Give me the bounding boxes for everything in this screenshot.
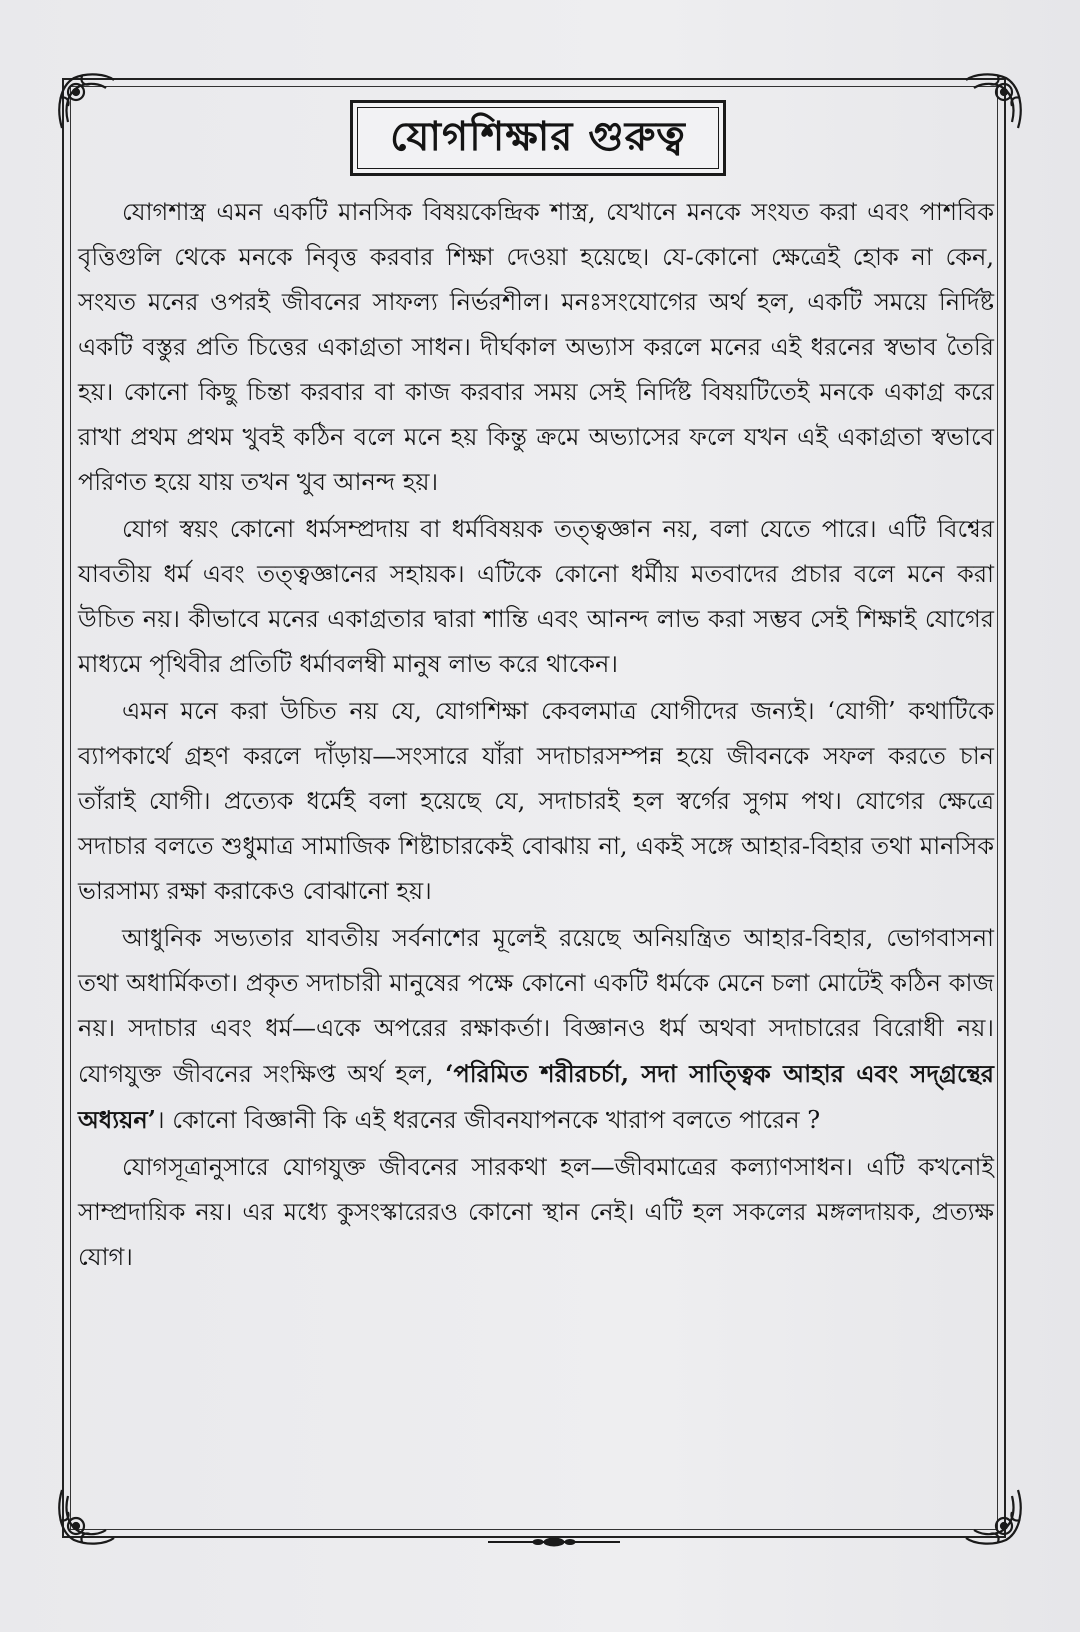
paragraph-2: যোগ স্বয়ং কোনো ধর্মসম্প্রদায় বা ধর্মবিষয়ক তত্ত্বজ্ঞান নয়, বলা যেতে পারে। এটি বিশ্বের যাবতীয় ধর্ম এবং তত্ত্বজ্ঞানের সহায়ক। এটিকে কোনো ধর্মীয় মতবাদের প্রচার বলে মনে করা উচিত নয়। কীভাবে মনের একাগ্রতার দ্বারা শান্তি এবং আনন্দ লাভ করা সম্ভব সেই শিক্ষাই যোগের মাধ্যমে পৃথিবীর প্রতিটি ধর্মাবলম্বী মানুষ লাভ করে থাকেন। bbox=[78, 515, 994, 678]
paragraph-1: যোগশাস্ত্র এমন একটি মানসিক বিষয়কেন্দ্রিক শাস্ত্র, যেখানে মনকে সংযত করা এবং পাশবিক বৃত্তিগুলি থেকে মনকে নিবৃত্ত করবার শিক্ষা দেওয়া হয়েছে। যে-কোনো ক্ষেত্রেই হোক না কেন, সংযত মনের ওপরই জীবনের সাফল্য নির্ভরশীল। মনঃসংযোগের অর্থ হল, একটি সময়ে নির্দিষ্ট একটি বস্তুর প্রতি চিত্তের একাগ্রতা সাধন। দীর্ঘকাল অভ্যাস করলে মনের এই ধরনের স্বভাব তৈরি হয়। কোনো কিছু চিন্তা করবার বা কাজ করবার সময় সেই নির্দিষ্ট বিষয়টিতেই মনকে একাগ্র করে রাখা প্রথম প্রথম খুবই কঠিন বলে মনে হয় কিন্তু ক্রমে অভ্যাসের ফলে যখন এই একাগ্রতা স্বভাবে পরিণত হয়ে যায় তখন খুব আনন্দ হয়। bbox=[78, 198, 994, 496]
paragraph-4 bbox=[78, 916, 994, 1143]
flourish-corner-icon bbox=[52, 68, 122, 138]
paragraph-4-lead: আধুনিক সভ্যতার যাবতীয় সর্বনাশের মূলেই রয়েছে অনিয়ন্ত্রিত আহার-বিহার, ভোগবাসনা তথা অধার্মিকতা। প্রকৃত সদাচারী মানুষের পক্ষে কোনো একটি ধর্মকে মেনে চলা মোটেই কঠিন কাজ নয়। সদাচার এবং ধর্ম—একে অপরের রক্ষাকর্তা। বিজ্ঞানও ধর্ম অথবা সদাচারের বিরোধী নয়। যোগযুক্ত জীবনের সংক্ষিপ্ত অর্থ হল, bbox=[78, 924, 994, 1088]
paragraph-4-tail: । কোনো বিজ্ঞানী কি এই ধরনের জীবনযাপনকে খারাপ বলতে পারেন ? bbox=[156, 1106, 821, 1134]
flourish-corner-icon bbox=[958, 1480, 1028, 1550]
flourish-corner-icon bbox=[52, 1480, 122, 1550]
flourish-corner-icon bbox=[958, 68, 1028, 138]
chapter-title-box bbox=[350, 100, 726, 176]
paragraph-3: এমন মনে করা উচিত নয় যে, যোগশিক্ষা কেবলমাত্র যোগীদের জন্যই। ‘যোগী’ কথাটিকে ব্যাপকার্থে গ্রহণ করলে দাঁড়ায়—সংসারে যাঁরা সদাচারসম্পন্ন হয়ে জীবনকে সফল করতে চান তাঁরাই যোগী। প্রত্যেক ধর্মেই বলা হয়েছে যে, সদাচারই হল স্বর্গের সুগম পথ। যোগের ক্ষেত্রে সদাচার বলতে শুধুমাত্র সামাজিক শিষ্টাচারকেই বোঝায় না, একই সঙ্গে আহার-বিহার তথা মানসিক ভারসাম্য রক্ষা করাকেও বোঝানো হয়। bbox=[78, 697, 994, 905]
paragraph-5: যোগসূত্রানুসারে যোগযুক্ত জীবনের সারকথা হল—জীবমাত্রের কল্যাণসাধন। এটি কখনোই সাম্প্রদায়িক নয়। এর মধ্যে কুসংস্কারেরও কোনো স্থান নেই। এটি হল সকলের মঙ্গলদায়ক, প্রত্যক্ষ যোগ। bbox=[78, 1153, 994, 1271]
emphasis-quote: ‘পরিমিত শরীরচর্চা, সদা সাত্ত্বিক আহার এবং সদ্‌গ্রন্থের অধ্যয়ন’ bbox=[78, 1059, 994, 1134]
article-body bbox=[78, 190, 994, 1282]
divider-flourish-icon bbox=[486, 1532, 622, 1552]
chapter-title: যোগশিক্ষার গুরুত্ব bbox=[390, 112, 686, 160]
